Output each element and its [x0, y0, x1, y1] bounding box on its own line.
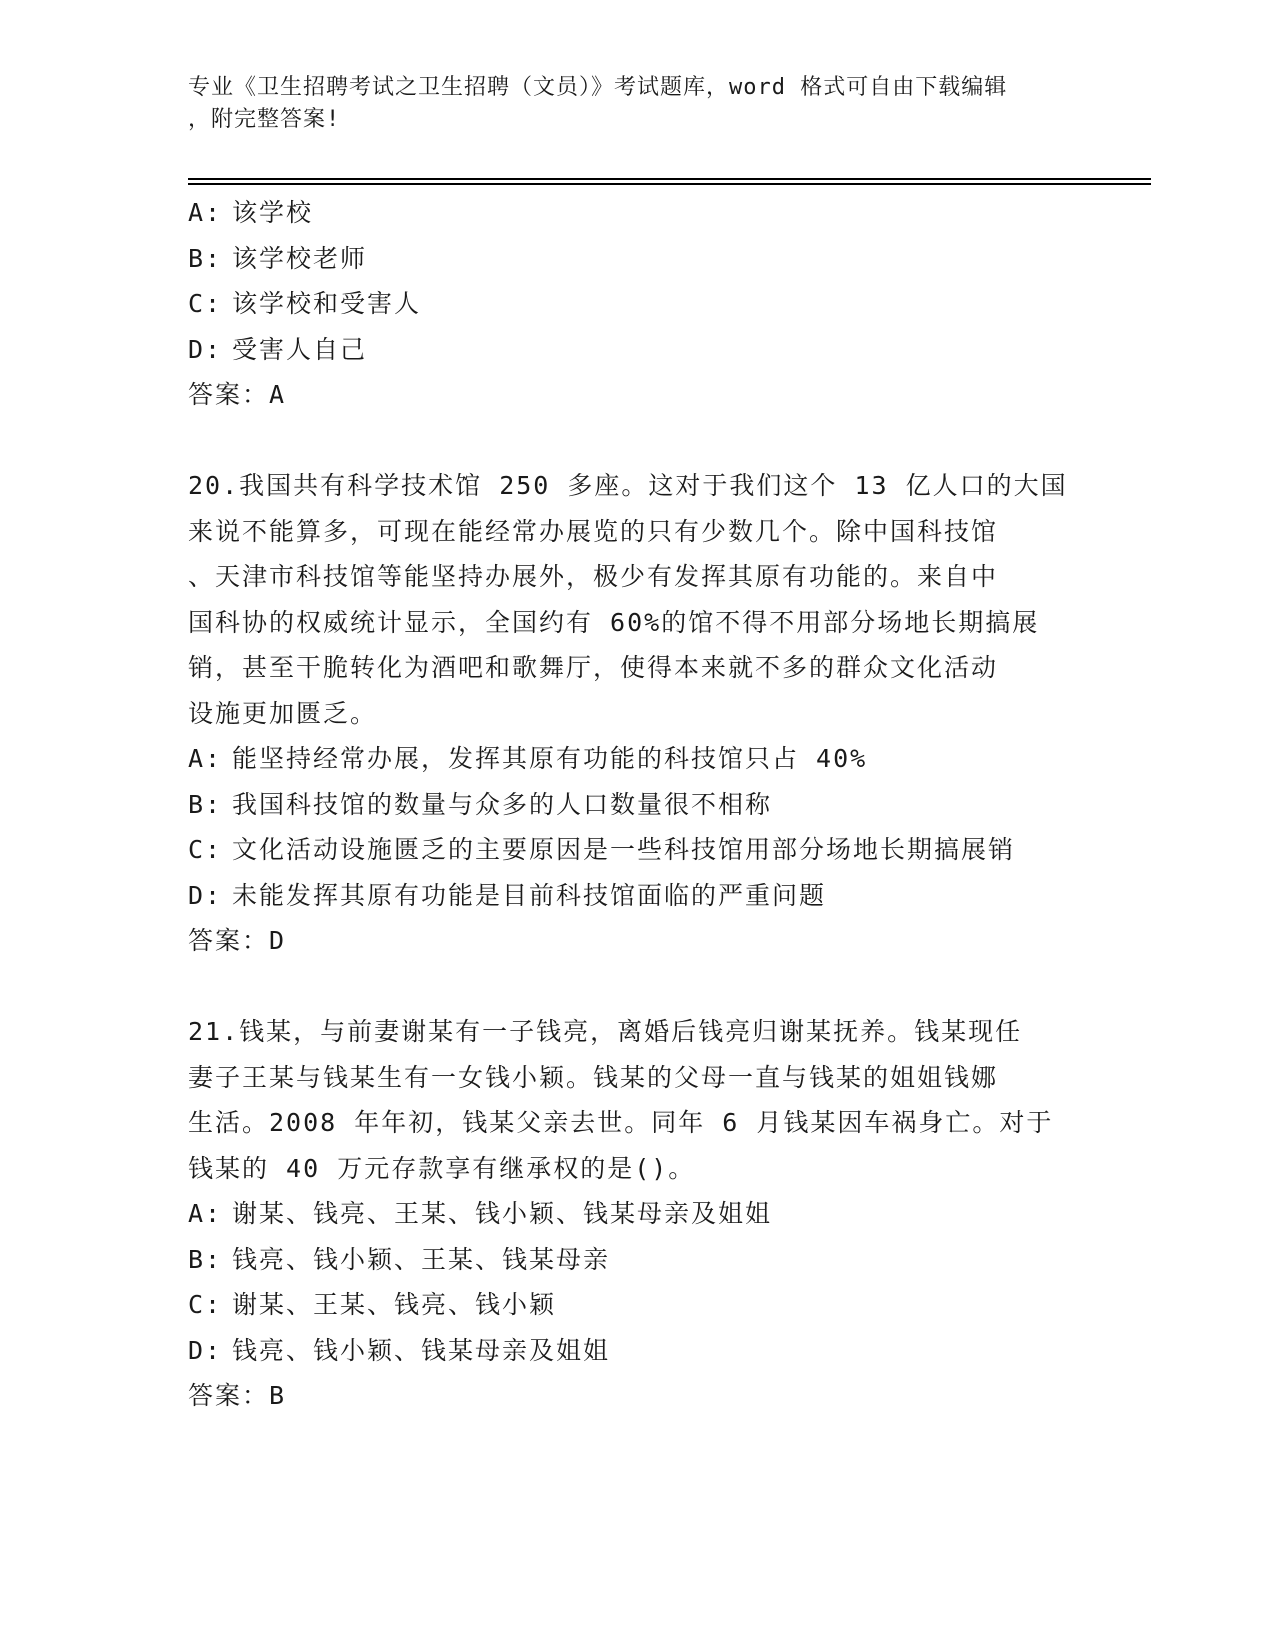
option-b: B: 钱亮、钱小颖、王某、钱某母亲 — [188, 1244, 611, 1274]
question-19 — [188, 190, 1088, 418]
option-a: A: 该学校 — [188, 198, 314, 227]
header-divider-bottom — [188, 183, 1151, 185]
question-stem-line: 妻子王某与钱某生有一女钱小颖。钱某的父母一直与钱某的姐姐钱娜 — [188, 1062, 999, 1092]
option-c: C: 该学校和受害人 — [188, 289, 422, 318]
header-divider-top — [188, 178, 1151, 180]
option-a: A: 能坚持经常办展，发挥其原有功能的科技馆只占 40% — [188, 744, 868, 773]
option-c: C: 文化活动设施匮乏的主要原因是一些科技馆用部分场地长期搞展销 — [188, 835, 1016, 864]
answer: 答案：B — [188, 1381, 287, 1410]
answer: 答案：D — [188, 926, 287, 955]
question-21 — [188, 1009, 1088, 1419]
option-d: D: 钱亮、钱小颖、钱某母亲及姐姐 — [188, 1335, 611, 1365]
question-stem-line: 21.钱某，与前妻谢某有一子钱亮，离婚后钱亮归谢某抚养。钱某现任 — [188, 1017, 1023, 1046]
option-c: C: 谢某、王某、钱亮、钱小颖 — [188, 1290, 557, 1319]
header-line-1: 专业《卫生招聘考试之卫生招聘（文员）》考试题库，word 格式可自由下载编辑 — [188, 75, 1008, 100]
spacer — [188, 964, 1088, 1010]
question-stem-line: 国科协的权威统计显示，全国约有 60%的馆不得不用部分场地长期搞展 — [188, 607, 1040, 637]
option-b: B: 我国科技馆的数量与众多的人口数量很不相称 — [188, 789, 773, 819]
option-d: D: 受害人自己 — [188, 334, 368, 364]
question-stem-line: 生活。2008 年年初，钱某父亲去世。同年 6 月钱某因车祸身亡。对于 — [188, 1108, 1054, 1137]
question-stem-line: 来说不能算多，可现在能经常办展览的只有少数几个。除中国科技馆 — [188, 516, 999, 546]
option-a: A: 谢某、钱亮、王某、钱小颖、钱某母亲及姐姐 — [188, 1199, 773, 1228]
question-stem-line: 、天津市科技馆等能坚持办展外，极少有发挥其原有功能的。来自中 — [188, 562, 999, 591]
answer: 答案：A — [188, 380, 287, 409]
question-stem-line: 20.我国共有科学技术馆 250 多座。这对于我们这个 13 亿人口的大国 — [188, 471, 1068, 500]
question-stem-line: 钱某的 40 万元存款享有继承权的是()。 — [188, 1153, 696, 1183]
option-d: D: 未能发挥其原有功能是目前科技馆面临的严重问题 — [188, 880, 827, 910]
header-line-2: ，附完整答案! — [188, 107, 341, 132]
question-content — [188, 190, 1088, 1419]
question-stem-line: 设施更加匮乏。 — [188, 698, 378, 728]
spacer — [188, 418, 1088, 464]
document-header — [188, 72, 1088, 136]
option-b: B: 该学校老师 — [188, 243, 368, 273]
question-stem-line: 销，甚至干脆转化为酒吧和歌舞厅，使得本来就不多的群众文化活动 — [188, 653, 999, 682]
question-20 — [188, 463, 1088, 964]
